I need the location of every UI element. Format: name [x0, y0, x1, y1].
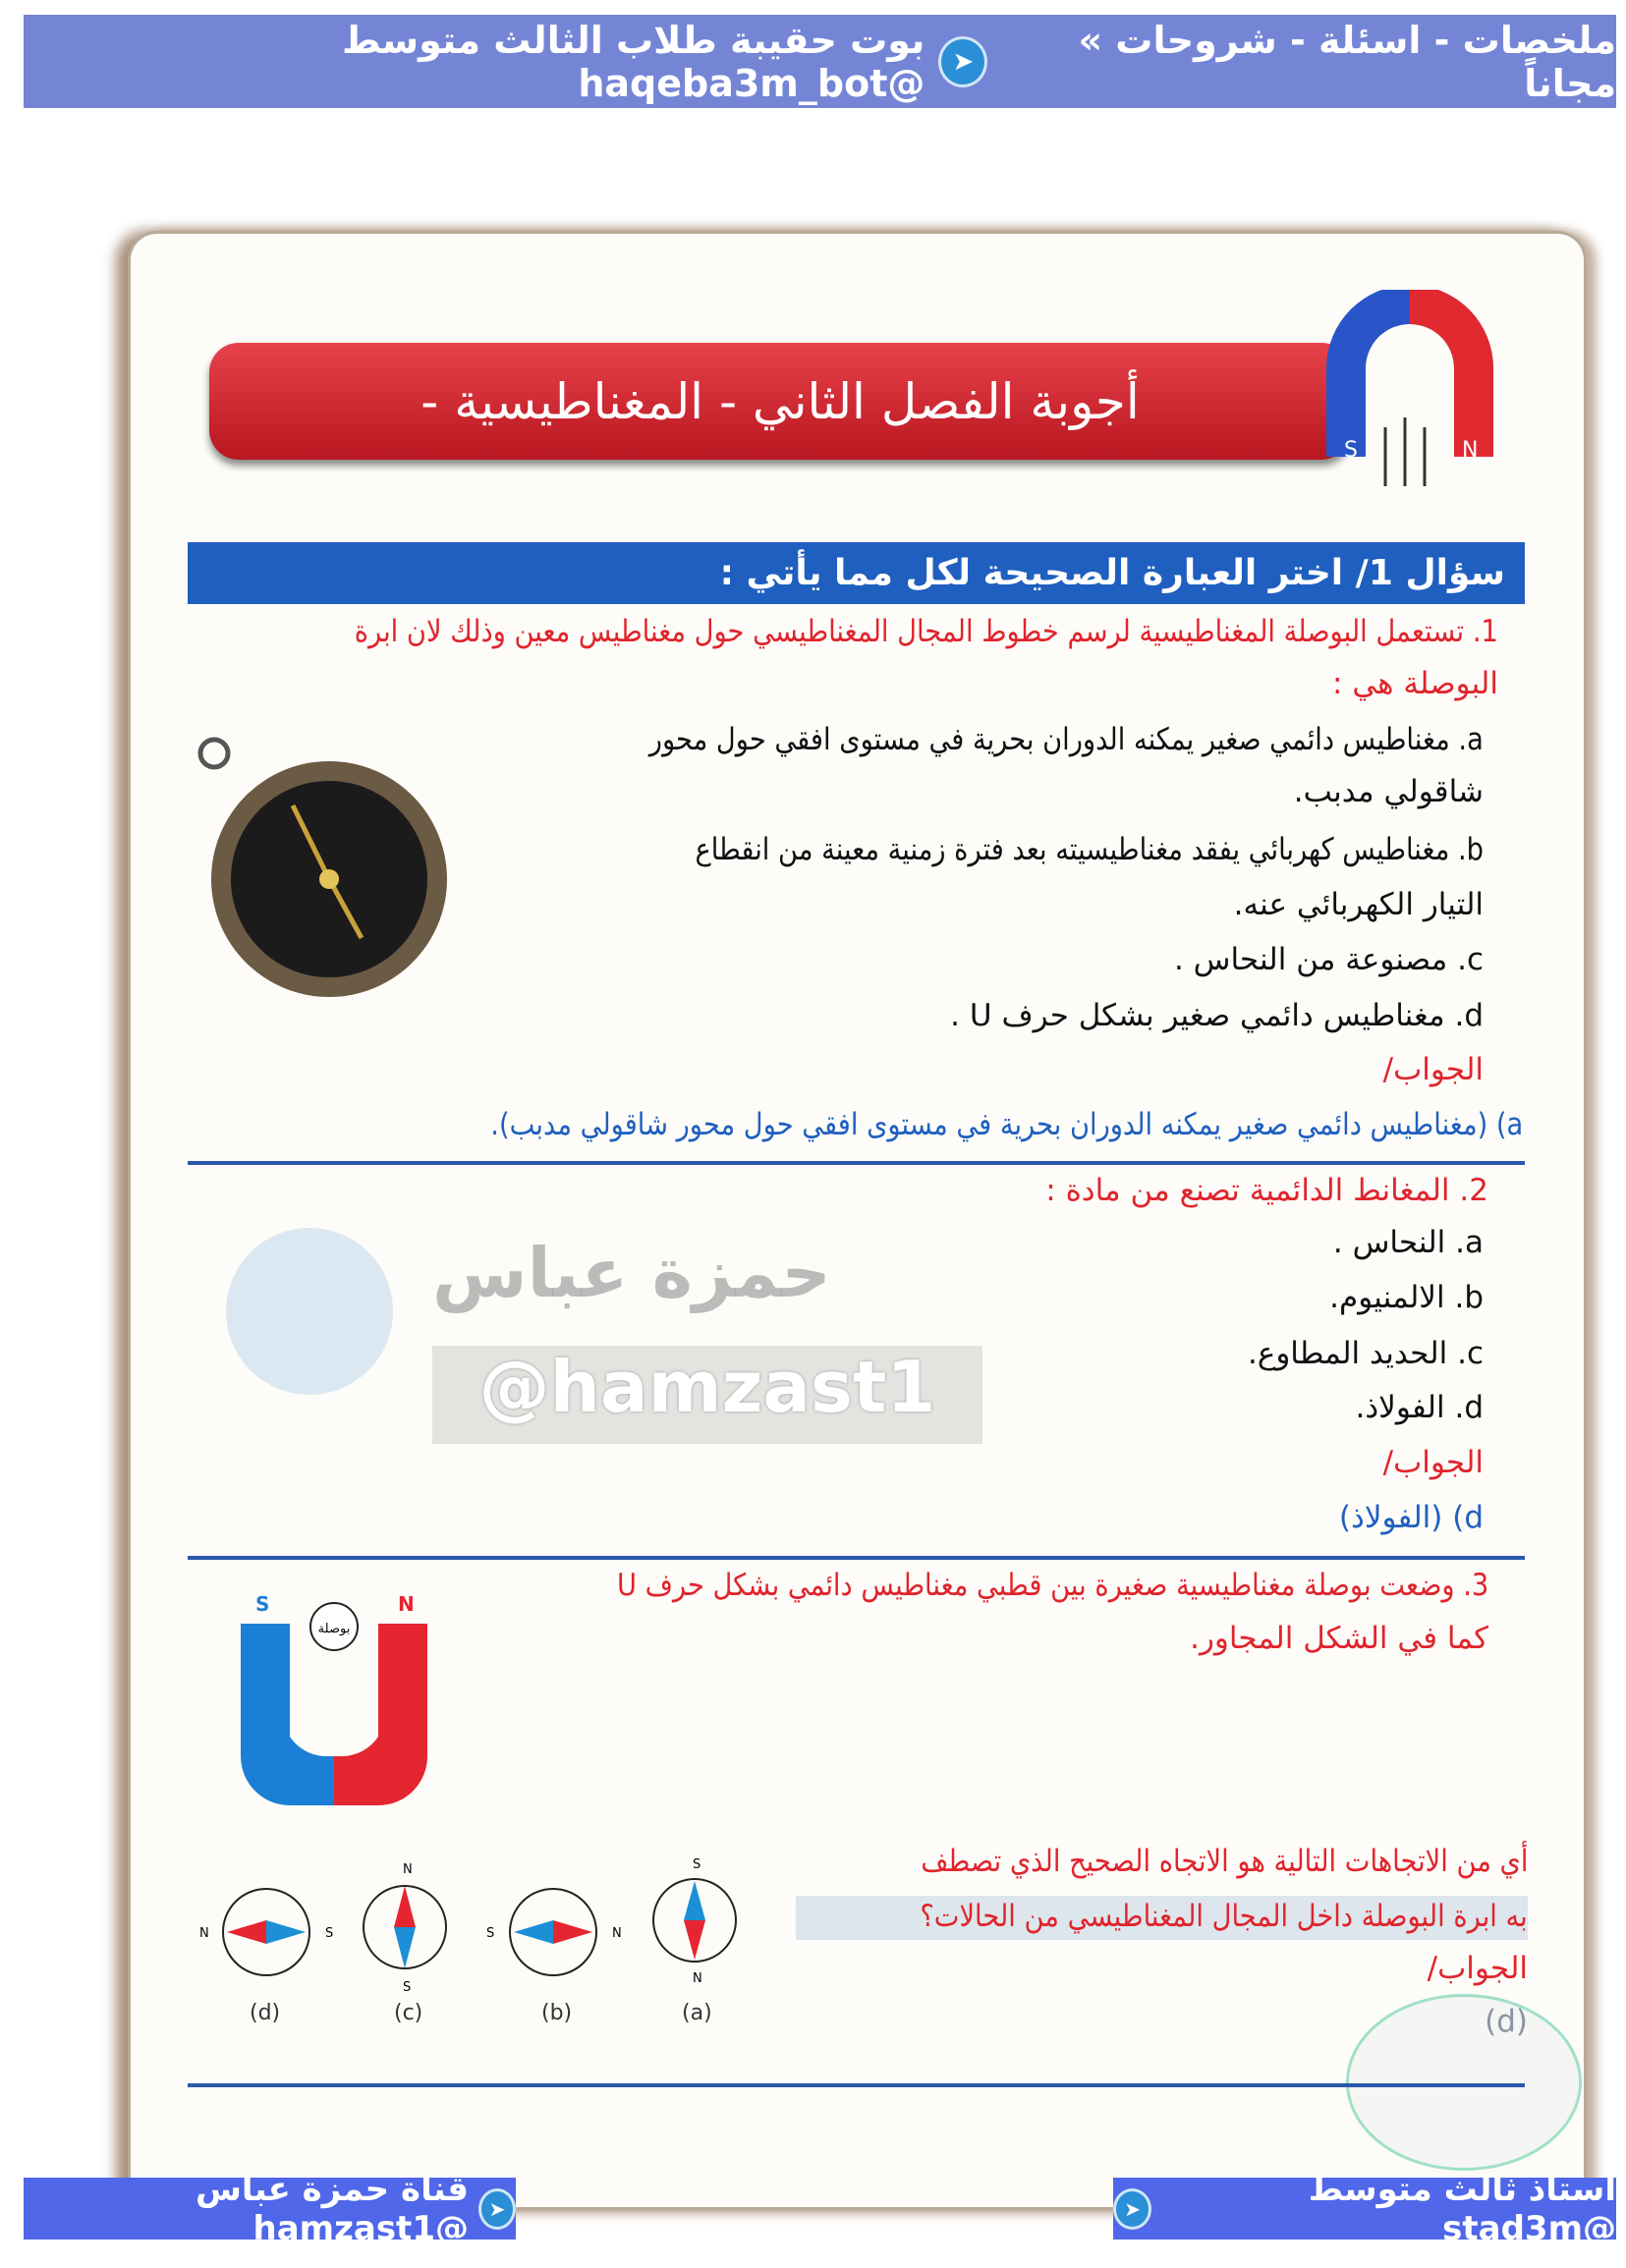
q2-answer: d) (الفولاذ): [1338, 1500, 1484, 1535]
q1-option-b: b. مغناطيس كهربائي يفقد مغناطيسيته بعد فترة زمنية معينة من انقطاع: [695, 832, 1484, 867]
q2-question: 2. المغانط الدائمية تصنع من مادة :: [1045, 1173, 1488, 1208]
q2-option-b: b. الالمنيوم.: [1329, 1280, 1484, 1315]
compass-case-d: [199, 1886, 337, 1979]
q1-answer-label: الجواب/: [1382, 1052, 1484, 1087]
case-label-b: (b): [541, 2001, 573, 2025]
q1-option-d: d. مغناطيس دائمي صغير بشكل حرف U .: [950, 998, 1484, 1033]
telegram-icon: ➤: [478, 2188, 516, 2230]
telegram-icon: ➤: [1113, 2188, 1151, 2230]
case-label-a: (a): [682, 2001, 712, 2025]
svg-text:S: S: [403, 1980, 412, 1994]
q3-sub-line2: به ابرة البوصلة داخل المجال المغناطيسي من الحالات؟: [920, 1899, 1528, 1934]
compass-case-b: [486, 1886, 624, 1979]
q1-option-b-cont: التيار الكهربائي عنه.: [1233, 887, 1484, 922]
case-label-c: (c): [394, 2001, 423, 2025]
bot-link[interactable]: بوت حقيبة طلاب الثالث متوسط @haqeba3m_bot: [342, 18, 925, 105]
q2-option-d: d. الفولاذ.: [1355, 1390, 1484, 1425]
divider: [188, 2083, 1525, 2087]
logo-watermark: [1346, 1994, 1582, 2171]
q1-line1: 1. تستعمل البوصلة المغناطيسية لرسم خطوط المجال المغناطيسي حول مغناطيس معين وذلك لان ابرة: [354, 614, 1498, 649]
q3-sub-line1: أي من الاتجاهات التالية هو الاتجاه الصحيح الذي تصطف: [920, 1844, 1528, 1879]
compass-case-a: [648, 1856, 742, 1984]
q1-option-c: c. مصنوعة من النحاس .: [1173, 942, 1484, 977]
q1-option-a-cont: شاقولي مدبب.: [1293, 774, 1484, 809]
footer-right-text: استاذ ثالث متوسط @stad3m: [1308, 2169, 1616, 2248]
footer-teacher-link[interactable]: [1113, 2169, 1616, 2248]
divider: [188, 1556, 1525, 1560]
compass-case-c: [359, 1861, 452, 1994]
magnet-s: S: [1344, 438, 1358, 463]
question-header: سؤال 1/ اختر العبارة الصحيحة لكل مما يأتي :: [188, 542, 1525, 604]
compass-label: بوصلة: [317, 1622, 351, 1636]
footer-channel-link[interactable]: [24, 2169, 516, 2248]
svg-text:N: N: [199, 1926, 209, 1941]
banner-text: ملخصات - اسئلة - شروحات » مجاناً: [1078, 18, 1616, 105]
compass-image: [196, 732, 452, 1007]
u-magnet-s: S: [255, 1592, 270, 1616]
u-magnet-n: N: [398, 1592, 415, 1616]
case-label-d: (d): [250, 2001, 281, 2025]
svg-text:S: S: [486, 1926, 495, 1941]
q2-option-a: a. النحاس .: [1332, 1225, 1484, 1260]
chapter-title: أجوبة الفصل الثاني - المغناطيسية -: [209, 343, 1351, 460]
watermark-handle: @hamzast1: [432, 1346, 982, 1444]
watermark-name: حمزة عباس: [432, 1233, 831, 1313]
q2-option-c: c. الحديد المطاوع.: [1247, 1336, 1484, 1371]
q1-option-a: a. مغناطيس دائمي صغير يمكنه الدوران بحرية في مستوى افقي حول محور: [648, 722, 1484, 757]
q3-answer-label: الجواب/: [1427, 1951, 1528, 1986]
magnet-n: N: [1462, 438, 1479, 463]
magnet-icon: [1297, 290, 1523, 516]
svg-text:S: S: [693, 1857, 701, 1872]
svg-text:N: N: [612, 1926, 622, 1941]
q3-line2: كما في الشكل المجاور.: [1190, 1621, 1488, 1656]
q3-line1: 3. وضعت بوصلة مغناطيسية صغيرة بين قطبي مغناطيس دائمي بشكل حرف U: [616, 1568, 1488, 1603]
svg-text:N: N: [693, 1971, 702, 1984]
q3-answer: (d): [1485, 2004, 1528, 2039]
q1-line2: البوصلة هي :: [1332, 666, 1498, 701]
top-banner[interactable]: [24, 15, 1616, 108]
u-magnet-figure: [231, 1589, 437, 1815]
footer-left-text: قناة حمزة عباس @hamzast1: [196, 2169, 469, 2248]
divider: [188, 1161, 1525, 1165]
svg-text:N: N: [403, 1862, 413, 1877]
svg-text:S: S: [325, 1926, 334, 1941]
q2-answer-label: الجواب/: [1382, 1445, 1484, 1480]
q1-answer: a) (مغناطيس دائمي صغير يمكنه الدوران بحرية في مستوى افقي حول محور شاقولي مدبب).: [490, 1107, 1523, 1142]
telegram-icon: ➤: [938, 36, 987, 87]
watermark-telegram-icon: [226, 1228, 393, 1395]
